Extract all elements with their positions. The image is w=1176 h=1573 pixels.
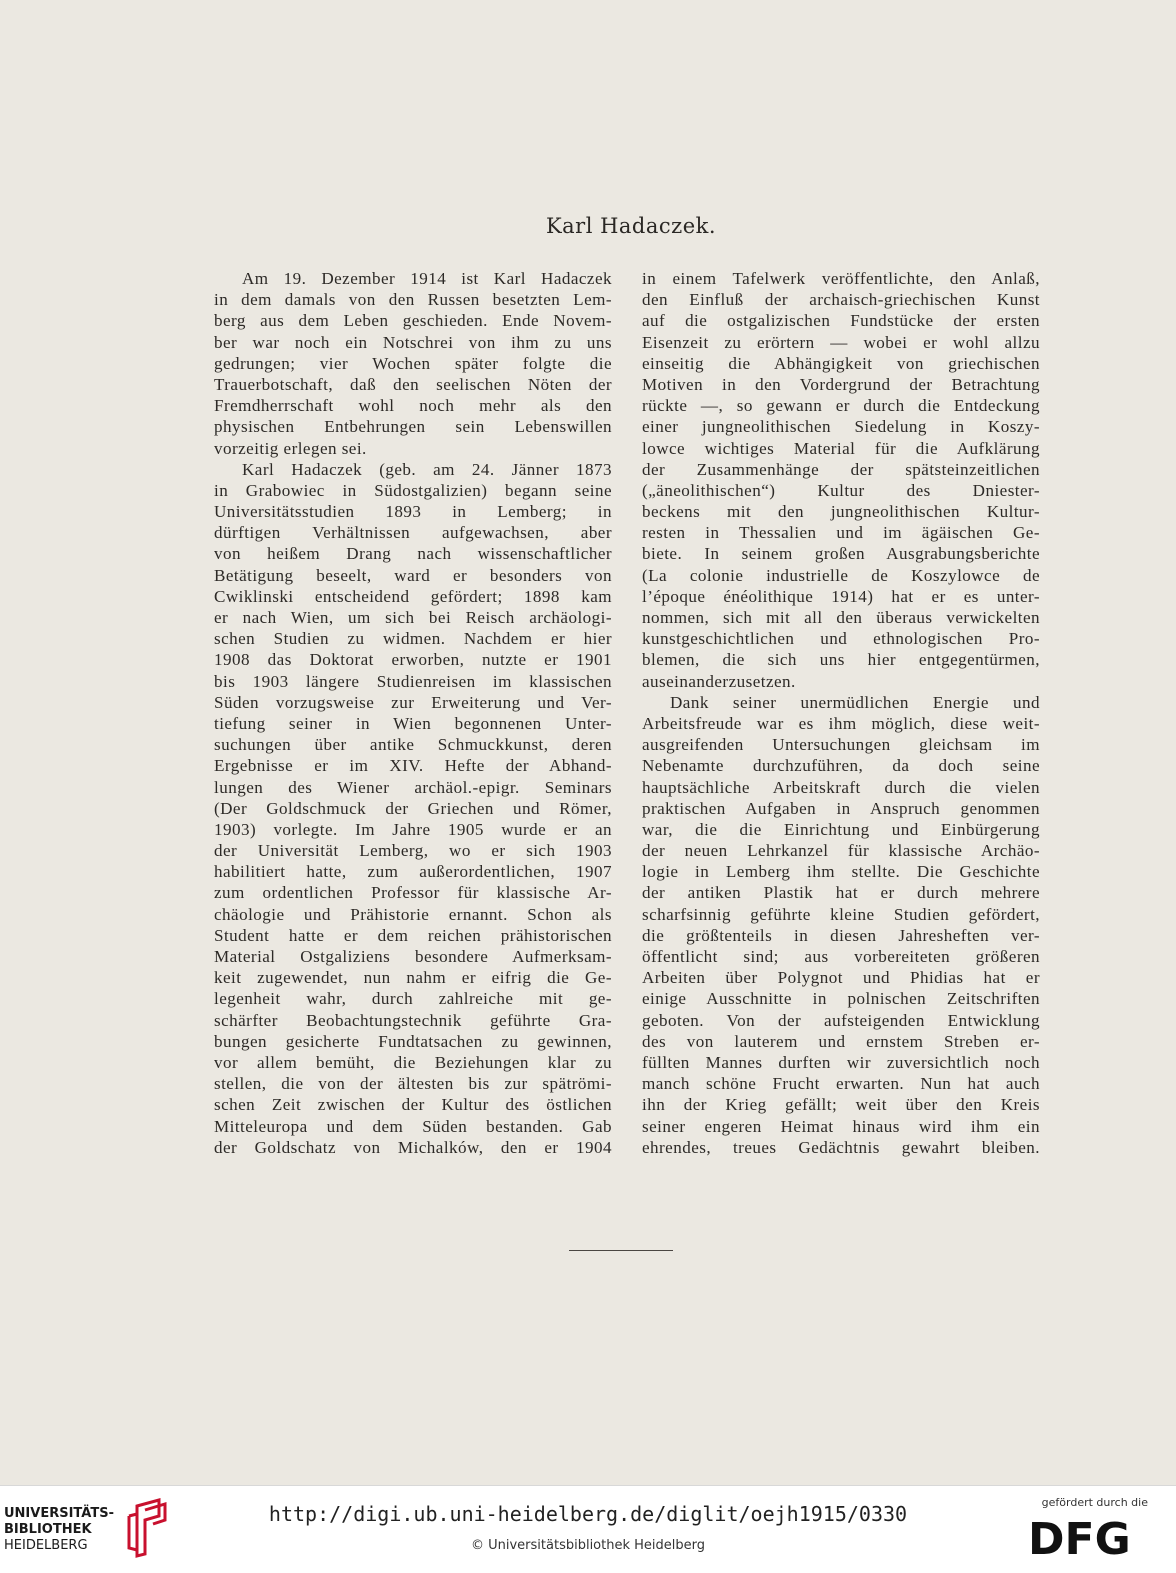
text-line: beckens mit den jungneolithischen Kultur- (642, 502, 1040, 522)
text-line: Motiven in den Vordergrund der Betrachtung (642, 374, 1040, 394)
text-line: vor allem bemüht, die Beziehungen klar zu (214, 1052, 612, 1072)
text-line: einer jungneolithischen Siedelung in Koszy- (642, 417, 1040, 437)
text-line: berg aus dem Leben geschieden. Ende Novem- (214, 311, 612, 331)
text-line: Eisenzeit zu erörtern — wobei er wohl allzu (642, 332, 1040, 352)
text-line: legenheit wahr, durch zahlreiche mit ge- (214, 989, 612, 1009)
permalink-url[interactable]: http://digi.ub.uni-heidelberg.de/diglit/oejh1915/0330 (268, 1502, 908, 1526)
text-line: lowce wichtiges Material für die Aufklärung (642, 438, 1040, 458)
text-line: Am 19. Dezember 1914 ist Karl Hadaczek (242, 269, 612, 288)
text-line: in dem damals von den Russen besetzten Lem- (214, 290, 612, 310)
text-line: resten in Thessalien und im ägäischen Ge- (642, 523, 1040, 543)
library-name-line: BIBLIOTHEK (4, 1522, 92, 1537)
text-line: scharfsinnig geführte kleine Studien gefördert, (642, 904, 1040, 924)
text-line: physischen Entbehrungen sein Lebenswillen (214, 417, 612, 437)
text-line: war, die die Einrichtung und Einbürgerung (642, 819, 1040, 839)
text-line: den Einfluß der archaisch-griechischen Kunst (642, 290, 1040, 310)
text-line: ausgreifenden Untersuchungen gleichsam im (642, 735, 1040, 755)
text-line: geboten. Von der aufsteigenden Entwicklung (642, 1010, 1040, 1030)
text-line: ehrendes, treues Gedächtnis gewahrt bleiben. (642, 1137, 1040, 1157)
text-line: die größtenteils in diesen Jahresheften ver- (642, 925, 1040, 945)
text-line: bungen gesicherte Fundtatsachen zu gewinnen, (214, 1031, 612, 1051)
text-line: der Goldschatz von Michalków, den er 1904 (214, 1137, 612, 1157)
text-line: der antiken Plastik hat er durch mehrere (642, 883, 1040, 903)
text-line: ihn der Krieg gefällt; weit über den Kreis (642, 1095, 1040, 1115)
text-line: einseitig die Abhängigkeit von griechischen (642, 353, 1040, 373)
text-line: Arbeitsfreude war es ihm möglich, diese weit- (642, 713, 1040, 733)
text-line: rückte —, so gewann er durch die Entdeckung (642, 396, 1040, 416)
text-line: bis 1903 längere Studienreisen im klassischen (214, 671, 612, 691)
text-line: von heißem Drang nach wissenschaftlicher (214, 544, 612, 564)
text-line: Süden vorzugsweise zur Erweiterung und Ver- (214, 692, 612, 712)
footer-bar (0, 1485, 1176, 1573)
text-line: keit zugewendet, nun nahm er eifrig die Ge- (214, 968, 612, 988)
text-column-right (642, 268, 1040, 1158)
text-line: auseinanderzusetzen. (642, 671, 796, 691)
copyright-text: © Universitätsbibliothek Heidelberg (470, 1538, 705, 1553)
text-line: Fremdherrschaft wohl noch mehr als den (214, 396, 612, 416)
text-line: schen Zeit zwischen der Kultur des östlichen (214, 1095, 612, 1115)
text-line: der Zusammenhänge der spätsteinzeitlichen (642, 459, 1040, 479)
text-line: suchungen über antike Schmuckkunst, deren (214, 735, 612, 755)
text-line: Arbeiten über Polygnot und Phidias hat er (642, 968, 1040, 988)
text-line: lungen des Wiener archäol.-epigr. Seminars (214, 777, 612, 797)
text-line: zum ordentlichen Professor für klassische Ar- (214, 883, 612, 903)
text-line: der neuen Lehrkanzel für klassische Archäo- (642, 841, 1040, 861)
dfg-logo-icon (1028, 1514, 1148, 1558)
text-line: biete. In seinem großen Ausgrabungsberichte (642, 544, 1040, 564)
text-line: Cwiklinski entscheidend gefördert; 1898 kam (214, 586, 612, 606)
text-line: blemen, die sich uns hier entgegentürmen, (642, 650, 1040, 670)
text-line: tiefung seiner in Wien begonnenen Unter- (214, 713, 612, 733)
funding-label: gefördert durch die (1041, 1496, 1148, 1509)
text-line: Universitätsstudien 1893 in Lemberg; in (214, 502, 612, 522)
text-line: Betätigung beseelt, ward er besonders von (214, 565, 612, 585)
text-line: einige Ausschnitte in polnischen Zeitschriften (642, 989, 1040, 1009)
text-line: kunstgeschichtlichen und ethnologischen Pro- (642, 629, 1040, 649)
text-line: in einem Tafelwerk veröffentlichte, den Anlaß, (642, 269, 1040, 288)
text-line: in Grabowiec in Südostgalizien) begann seine (214, 480, 612, 500)
text-column-left (214, 268, 612, 1158)
text-line: Trauerbotschaft, daß den seelischen Nöten der (214, 374, 612, 394)
library-name-line: HEIDELBERG (4, 1538, 88, 1553)
text-line: ber war noch ein Notschrei von ihm zu uns (214, 332, 612, 352)
text-line: öffentlicht sind; aus vorbereiteten größeren (642, 947, 1040, 966)
text-line: habilitiert hatte, zum außerordentlichen, 1907 (214, 862, 612, 882)
text-line: schen Studien zu widmen. Nachdem er hier (214, 629, 612, 649)
article-title: Karl Hadaczek. (545, 214, 717, 238)
text-line: schärfter Beobachtungstechnik geführte Gra- (214, 1010, 612, 1030)
text-line: Student hatte er dem reichen prähistorischen (214, 925, 612, 945)
text-line: (La colonie industrielle de Koszylowce de (642, 565, 1040, 585)
text-line: der Universität Lemberg, wo er sich 1903 (214, 841, 612, 861)
text-line: stellen, die von der ältesten bis zur spätrömi- (214, 1074, 612, 1094)
text-line: Mitteleuropa und dem Süden bestanden. Gab (214, 1116, 612, 1136)
text-line: füllten Mannes durften wir zuversichtlich noch (642, 1052, 1040, 1072)
text-line: chäologie und Prähistorie ernannt. Schon als (214, 904, 612, 924)
text-line: Dank seiner unermüdlichen Energie und (670, 692, 1040, 712)
text-line: er nach Wien, um sich bei Reisch archäologi- (214, 608, 612, 627)
text-line: Material Ostgaliziens besondere Aufmerksam- (214, 947, 612, 966)
text-line: 1908 das Doktorat erworben, nutzte er 1901 (214, 650, 612, 670)
text-line: Nebenamte durchzuführen, da doch seine (642, 756, 1040, 776)
text-line: auf die ostgalizischen Fundstücke der ersten (642, 311, 1040, 331)
text-line: („äneolithischen“) Kultur des Dniester- (642, 480, 1040, 500)
text-line: (Der Goldschmuck der Griechen und Römer, (214, 798, 612, 818)
library-name-line: UNIVERSITÄTS- (4, 1506, 114, 1521)
text-line: gedrungen; vier Wochen später folgte die (214, 353, 612, 373)
end-rule (569, 1250, 673, 1251)
text-line: Ergebnisse er im XIV. Hefte der Abhand- (214, 756, 612, 776)
text-line: manch schöne Frucht erwarten. Nun hat auch (642, 1074, 1040, 1094)
dfg-logo-text: DFG (1028, 1514, 1131, 1558)
text-line: logie in Lemberg ihm stellte. Die Geschichte (642, 862, 1040, 882)
text-line: l’époque énéolithique 1914) hat er es unter- (642, 586, 1040, 606)
text-line: vorzeitig erlegen sei. (214, 438, 367, 458)
text-line: praktischen Aufgaben in Anspruch genommen (642, 798, 1040, 818)
text-line: hauptsächliche Arbeitskraft durch die vielen (642, 777, 1040, 797)
text-line: 1903) vorlegte. Im Jahre 1905 wurde er an (214, 819, 612, 839)
text-line: dürftigen Verhältnissen aufgewachsen, aber (214, 523, 612, 543)
text-line: seiner engeren Heimat hinaus wird ihm ein (642, 1116, 1040, 1136)
text-line: Karl Hadaczek (geb. am 24. Jänner 1873 (242, 459, 612, 479)
text-line: des von lauterem und ernstem Streben er- (642, 1031, 1040, 1051)
text-line: nommen, sich mit all den überaus verwickelten (642, 608, 1040, 627)
